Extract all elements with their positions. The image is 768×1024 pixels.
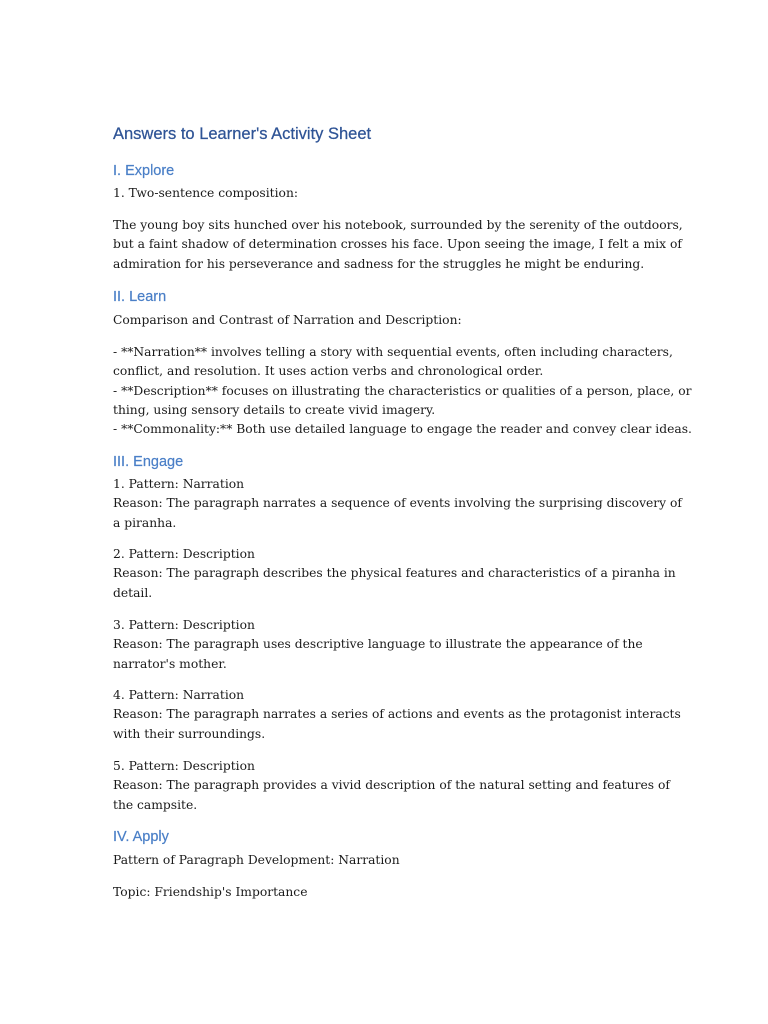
engage-reason-line: Reason: The paragraph describes the physical features and characteristics of a piranha in xyxy=(113,566,676,581)
text-line: admiration for his perseverance and sadness for the struggles he might be enduring. xyxy=(113,256,645,271)
explore-composition-paragraph xyxy=(113,216,683,274)
text-line: The young boy sits hunched over his notebook, surrounded by the serenity of the outdoors, xyxy=(113,218,683,232)
engage-reason-line: detail. xyxy=(113,585,153,600)
learn-intro xyxy=(113,311,658,330)
learn-comparison-list xyxy=(113,343,692,439)
engage-reason-line: the campsite. xyxy=(113,797,198,812)
engage-reason-line: narrator's mother. xyxy=(113,656,227,671)
engage-item xyxy=(113,545,676,603)
engage-item xyxy=(113,616,658,674)
document-title: Answers to Learner's Activity Sheet xyxy=(113,125,372,143)
text-line: Comparison and Contrast of Narration and Description: xyxy=(113,313,462,327)
engage-pattern: 5. Pattern: Description xyxy=(113,759,255,773)
engage-reason-line: Reason: The paragraph uses descriptive language to illustrate the appearance of the xyxy=(113,637,643,652)
engage-pattern: 4. Pattern: Narration xyxy=(113,688,245,702)
text-line: - **Commonality:** Both use detailed language to engage the reader and convey clear ideas. xyxy=(113,422,692,437)
engage-reason-line: Reason: The paragraph provides a vivid description of the natural setting and features of xyxy=(113,778,670,793)
engage-item xyxy=(113,475,682,533)
engage-item xyxy=(113,686,681,744)
apply-pattern-line xyxy=(113,851,658,870)
engage-reason-line: Reason: The paragraph narrates a series of actions and events as the protagonist interacts xyxy=(113,707,681,722)
section-heading-explore: I. Explore xyxy=(113,163,175,179)
engage-item xyxy=(113,757,670,815)
text-line: Pattern of Paragraph Development: Narration xyxy=(113,853,400,867)
text-line: 1. Two-sentence composition: xyxy=(113,186,299,200)
section-heading-learn: II. Learn xyxy=(113,289,167,305)
engage-reason-line: with their surroundings. xyxy=(113,726,266,741)
engage-pattern: 3. Pattern: Description xyxy=(113,618,255,632)
text-line: thing, using sensory details to create vivid imagery. xyxy=(113,402,436,417)
text-line: conflict, and resolution. It uses action verbs and chronological order. xyxy=(113,364,544,379)
engage-pattern: 1. Pattern: Narration xyxy=(113,477,245,491)
text-line: but a faint shadow of determination crosses his face. Upon seeing the image, I felt a mix of xyxy=(113,237,682,252)
section-heading-engage: III. Engage xyxy=(113,454,184,470)
text-line: - **Description** focuses on illustrating the characteristics or qualities of a person, place, or xyxy=(113,383,692,398)
explore-item-label xyxy=(113,184,658,203)
text-line: Topic: Friendship's Importance xyxy=(113,885,308,899)
engage-reason-line: Reason: The paragraph narrates a sequence of events involving the surprising discovery of xyxy=(113,496,682,511)
section-heading-apply: IV. Apply xyxy=(113,829,169,845)
apply-topic-line xyxy=(113,883,658,902)
engage-pattern: 2. Pattern: Description xyxy=(113,547,255,561)
text-line: - **Narration** involves telling a story with sequential events, often including characters, xyxy=(113,345,673,359)
engage-reason-line: a piranha. xyxy=(113,515,177,530)
